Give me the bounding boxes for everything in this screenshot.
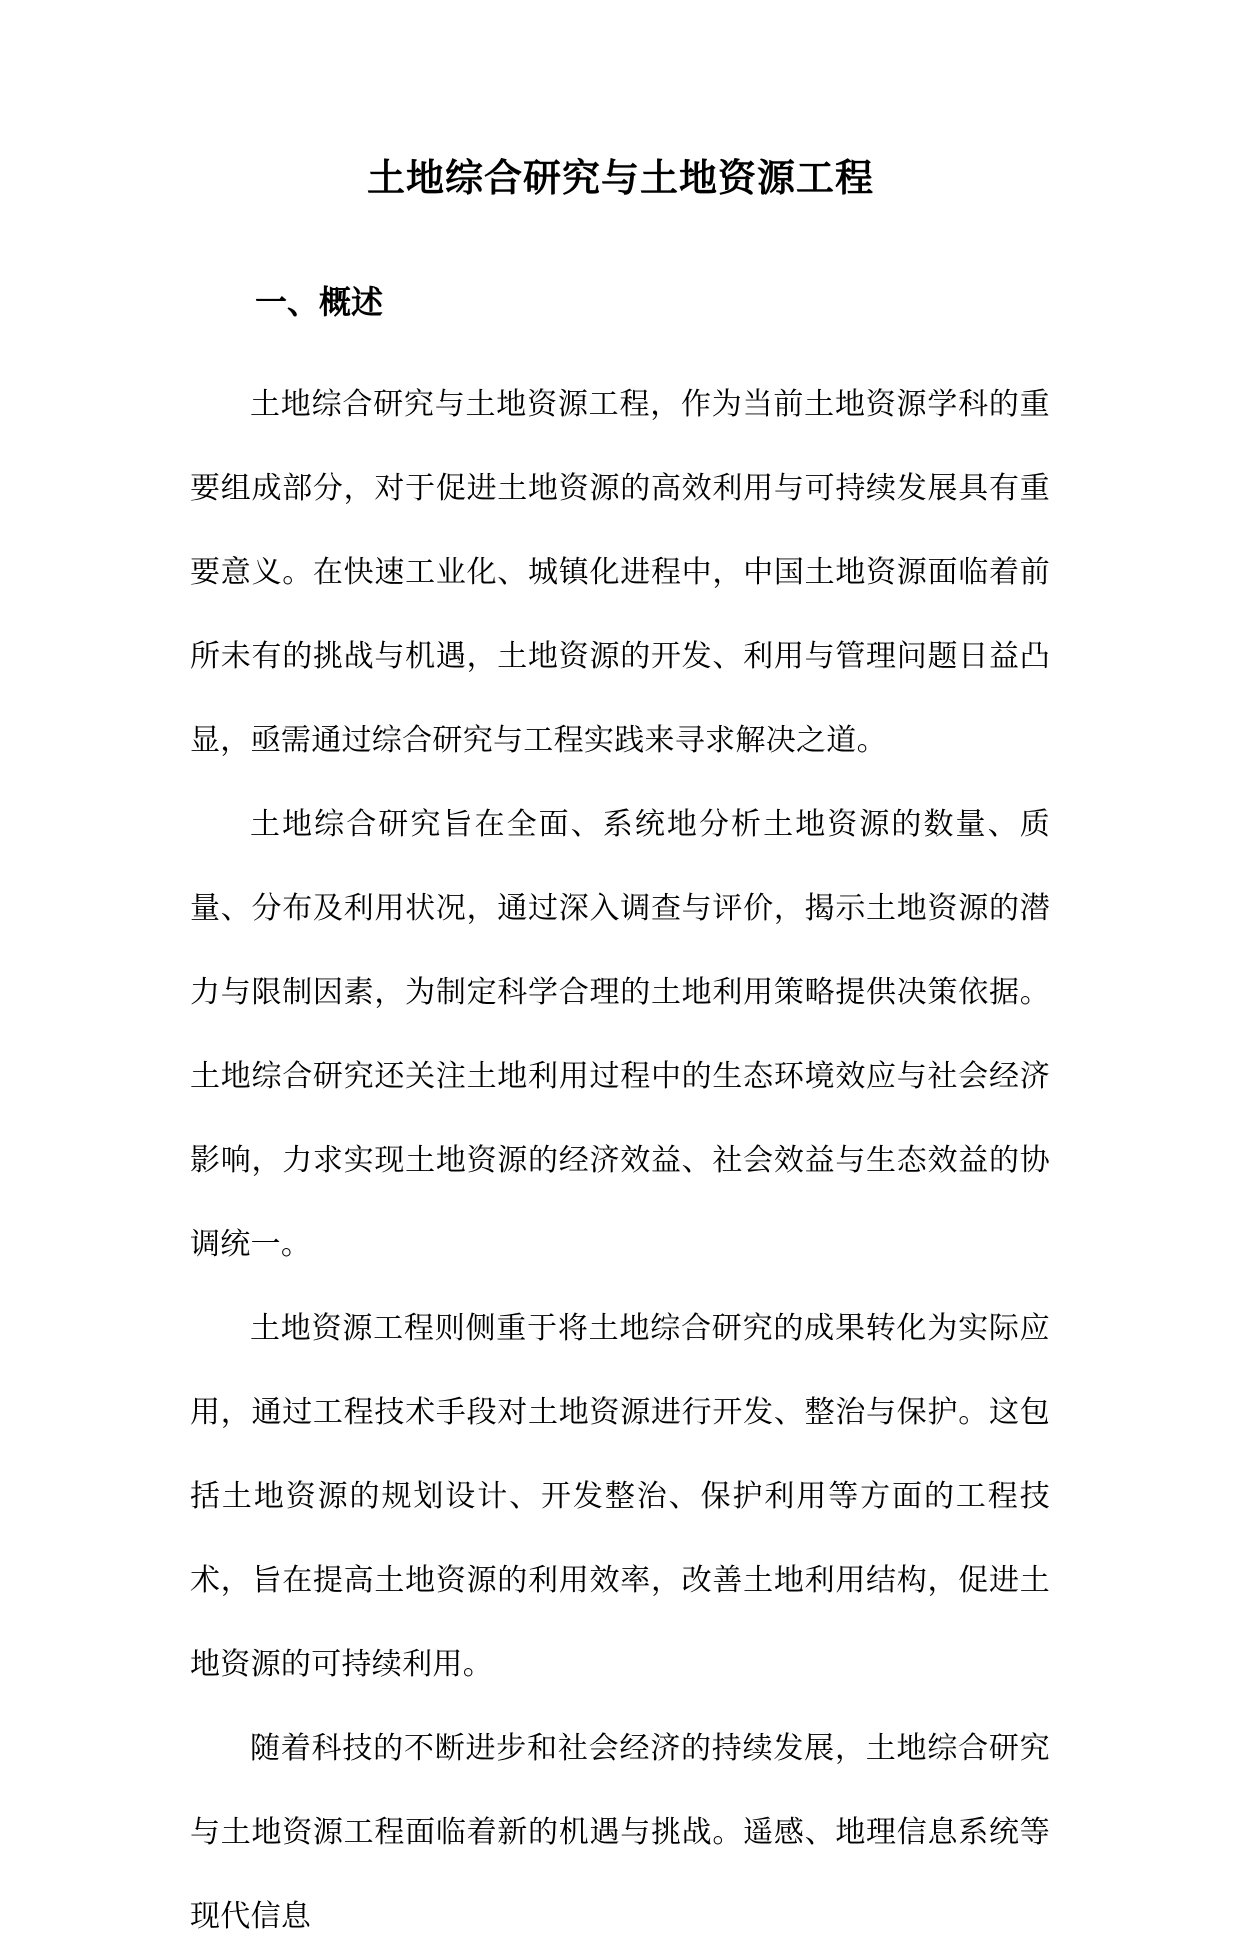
paragraph-1: 土地综合研究与土地资源工程，作为当前土地资源学科的重要组成部分，对于促进土地资源的高效利用与可持续发展具有重要意义。在快速工业化、城镇化进程中，中国土地资源面临着前所未有的挑战与机遇，土地资源的开发、利用与管理问题日益凸显，亟需通过综合研究与工程实践来寻求解决之道。: [190, 387, 1050, 758]
paragraph-2: 土地综合研究旨在全面、系统地分析土地资源的数量、质量、分布及利用状况，通过深入调查与评价，揭示土地资源的潜力与限制因素，为制定科学合理的土地利用策略提供决策依据。土地综合研究还关注土地利用过程中的生态环境效应与社会经济影响，力求实现土地资源的经济效益、社会效益与生态效益的协调统一。: [190, 807, 1050, 1262]
section-heading: 一、概述: [255, 283, 384, 321]
paragraph-4: 随着科技的不断进步和社会经济的持续发展，土地综合研究与土地资源工程面临着新的机遇与挑战。遥感、地理信息系统等现代信息: [190, 1731, 1050, 1934]
paragraph-3: 土地资源工程则侧重于将土地综合研究的成果转化为实际应用，通过工程技术手段对土地资源进行开发、整治与保护。这包括土地资源的规划设计、开发整治、保护利用等方面的工程技术，旨在提高土地资源的利用效率，改善土地利用结构，促进土地资源的可持续利用。: [190, 1311, 1050, 1682]
document-title: 土地综合研究与土地资源工程: [366, 156, 874, 200]
section-body: [190, 363, 1050, 1959]
